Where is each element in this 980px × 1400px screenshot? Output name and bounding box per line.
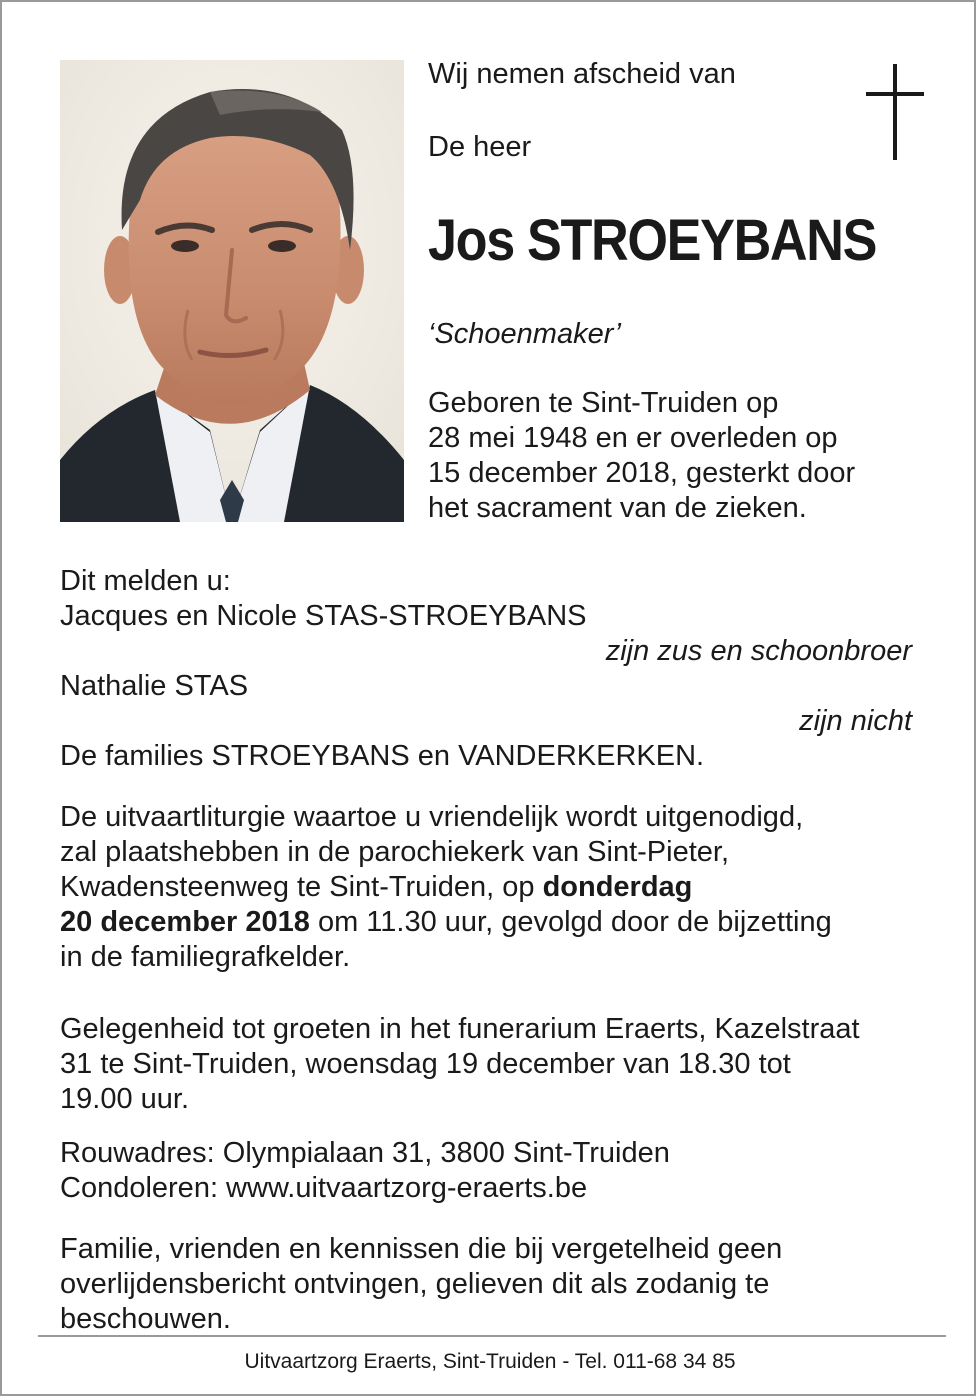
farewell-intro: Wij nemen afscheid van: [428, 58, 736, 90]
visitation-line: Gelegenheid tot groeten in het funerarium Eraerts, Kazelstraat: [60, 1013, 860, 1045]
liturgy-line: [60, 870, 916, 905]
funeral-home-footer: Uitvaartzorg Eraerts, Sint-Truiden - Tel. 011-68 34 85: [244, 1350, 736, 1373]
nickname: ‘Schoenmaker’: [428, 318, 621, 350]
notice-line: Familie, vrienden en kennissen die bij vergetelheid geen: [60, 1233, 783, 1265]
notice-line: overlijdensbericht ontvingen, gelieven dit als zodanig te: [60, 1268, 770, 1300]
honorific: De heer: [428, 131, 532, 163]
relative-relation: zijn nicht: [799, 705, 912, 737]
birth-death-line: 28 mei 1948 en er overleden op: [428, 422, 838, 454]
liturgy-line: in de familiegrafkelder.: [60, 941, 351, 973]
birth-death-line: het sacrament van de zieken.: [428, 492, 807, 524]
visitation-line: 19.00 uur.: [60, 1083, 189, 1115]
relative-name: Jacques en Nicole STAS-STROEYBANS: [60, 600, 587, 632]
latin-cross-icon: [866, 64, 924, 160]
birth-death-line: Geboren te Sint-Truiden op: [428, 387, 779, 419]
liturgy-day: donderdag: [542, 871, 693, 903]
liturgy-text: Kwadensteenweg te Sint-Truiden, op: [60, 871, 543, 903]
deceased-name: Jos STROEYBANS: [428, 208, 877, 273]
mourning-address: Rouwadres: Olympialaan 31, 3800 Sint-Truiden: [60, 1137, 670, 1169]
liturgy-line: zal plaatshebben in de parochiekerk van Sint-Pieter,: [60, 836, 730, 868]
birth-death-text: [428, 386, 855, 526]
liturgy-line: De uitvaartliturgie waartoe u vriendelijk wordt uitgenodigd,: [60, 801, 804, 833]
liturgy-text: om 11.30 uur, gevolgd door de bijzetting: [309, 906, 832, 938]
families-line: De families STROEYBANS en VANDERKERKEN.: [60, 740, 705, 772]
funeral-liturgy-block: [60, 800, 916, 975]
notice-line: beschouwen.: [60, 1303, 231, 1335]
announcement-block: [60, 564, 916, 774]
condolence-website: Condoleren: www.uitvaartzorg-eraerts.be: [60, 1172, 588, 1204]
visitation-line: 31 te Sint-Truiden, woensdag 19 december van 18.30 tot: [60, 1048, 791, 1080]
relative-name: Nathalie STAS: [60, 670, 249, 702]
portrait-photo: [60, 60, 404, 522]
address-block: [60, 1136, 916, 1206]
visitation-block: [60, 1012, 916, 1117]
relative-relation: zijn zus en schoonbroer: [605, 635, 912, 667]
liturgy-date: 20 december 2018: [60, 906, 310, 938]
footer-divider: [38, 1335, 946, 1337]
announcement-intro: Dit melden u:: [60, 565, 231, 597]
liturgy-line: [60, 905, 916, 940]
birth-death-line: 15 december 2018, gesterkt door: [428, 457, 856, 489]
notice-block: [60, 1232, 916, 1337]
